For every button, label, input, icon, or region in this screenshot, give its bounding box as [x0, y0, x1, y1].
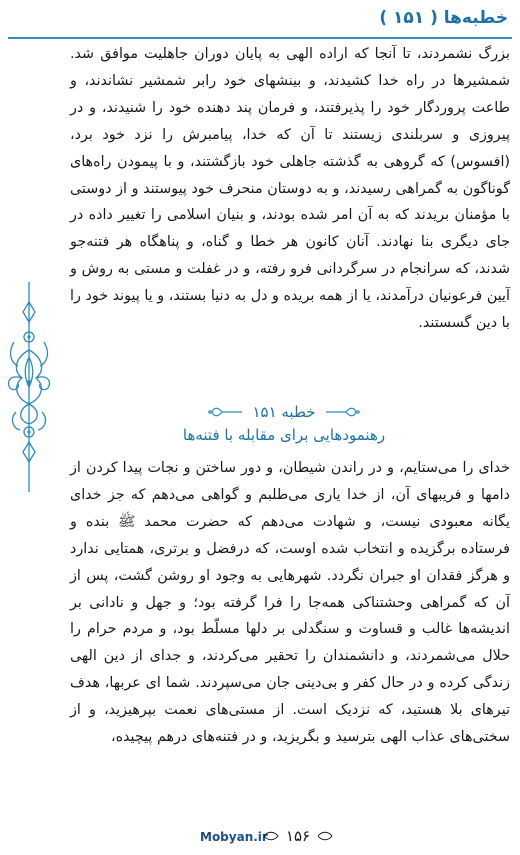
floral-ornament-icon [4, 282, 54, 492]
running-title: خطبه‌ها ( ۱۵۱ ) [379, 8, 508, 28]
page-footer [0, 820, 520, 855]
flourish-right-icon [208, 405, 244, 419]
sermon-heading [58, 400, 510, 444]
site-watermark: Mobyan.ir [200, 830, 268, 844]
sermon-text-top: بزرگ نشمردند، تا آنجا که اراده الهی به پایان دوران جاهلیت موافق شد. شمشیرها در راه خدا کشیدند، و بینشهای خود رابر شمشیر نشاندند، و طاعت پروردگار خود را پذیرفتند، و فرمان پند دهنده خود را شنیدند، و در پیروزی و سربلندی زیستند تا آن که خدا، پیامبرش را نزد خود برد، (افسوس) که گروهی به گذشته جاهلی خود بازگشتند، و با پیمودن راه‌های گوناگون به گمراهی رسیدند، و به دوستان منحرف خود پیوستند و از دوستی با مؤمنان بریدند که به آن امر شده بودند، و بنیان اسلامی را تغییر داده در جای دیگری بنا نهادند. آنان کانون هر خطا و گناه، و پناهگاه هر فتنه‌جو شدند، که سرانجام در سرگردانی فرو رفته، و در غفلت و مستی به روش و آیین فرعونیان درآمدند، یا از همه بریده و دل به دنیا بستند، و یا پیوند خود را با دین گسستند. [70, 46, 510, 332]
flourish-left-icon [324, 405, 360, 419]
page-number: ۱۵۶ [285, 827, 311, 845]
sermon-text-bottom: خدای را می‌ستایم، و در راندن شیطان، و دور ساختن و نجات پیدا کردن از دامها و فریبهای آن، از خدا یاری می‌طلبم و گواهی می‌دهم که جز خدای یگانه معبودی نیست، و شهادت می‌دهم که حضرت محمد ﷺ بنده و فرستاده برگزیده و انتخاب شده اوست، که درفضل و برتری، همتایی ندارد و هرگز فقدان او جبران نگردد. شهرهایی به وجود او روشن گشت، پس از آن که گمراهی وحشتناکی همه‌جا را فرا گرفته بود؛ و جهل و نادانی بر اندیشه‌ها غالب و قساوت و سنگدلی بر دلها مسلّط بود، و مردم حرام را حلال می‌شمردند، و دانشمندان را تحقیر می‌کردند، و جدای از دین الهی زندگی کرده و در حال کفر و بی‌دینی جان می‌سپردند. شما ای عربها، هدف تیرهای بلا هستید، که نزدیک است. از مستی‌های نعمت بپرهیزید، و از سختی‌های عذاب الهی بترسید و بگریزید، و در فتنه‌های درهم پیچیده، [70, 460, 510, 746]
sermon-subtitle: رهنمودهایی برای مقابله با فتنه‌ها [182, 426, 386, 444]
page-flourish-left-icon [262, 829, 280, 843]
header-rule [8, 37, 512, 39]
page-header [0, 0, 520, 40]
page-number-box [258, 824, 338, 848]
page-flourish-right-icon [316, 829, 334, 843]
sermon-number-title: خطبه ۱۵۱ [252, 403, 316, 421]
